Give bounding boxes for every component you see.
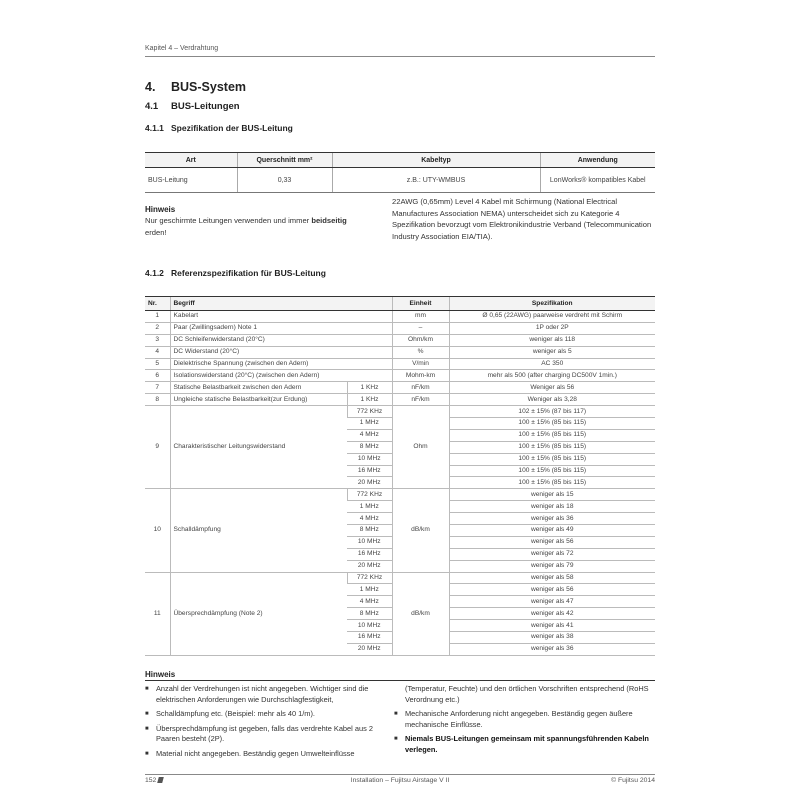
header-rule [145, 56, 655, 57]
cell-spezifikation: weniger als 36 [449, 643, 655, 655]
cell-spezifikation: weniger als 58 [449, 572, 655, 584]
cable-spec-table [145, 152, 655, 193]
page-number [145, 777, 163, 784]
cell-einheit: nF/km [392, 382, 449, 394]
sub2-title: Referenzspezifikation für BUS-Leitung [171, 268, 326, 278]
cell-frequency: 772 KHz [347, 489, 392, 501]
cell-frequency: 20 MHz [347, 560, 392, 572]
cell-spezifikation: weniger als 56 [449, 584, 655, 596]
table-row [145, 346, 655, 358]
hint-text-post: erden! [145, 227, 167, 237]
col-header-begriff: Begriff [170, 297, 392, 311]
cell-frequency: 16 MHz [347, 548, 392, 560]
col-header-anwendung: Anwendung [540, 153, 655, 168]
cell-begriff: Übersprechdämpfung (Note 2) [170, 572, 347, 655]
hint2-left-list [145, 684, 385, 763]
cell-nr: 3 [145, 334, 170, 346]
cell-begriff: Isolationswiderstand (20°C) (zwischen den Adern) [170, 370, 392, 382]
cell-begriff: DC Schleifenwiderstand (20°C) [170, 334, 392, 346]
cell-frequency: 4 MHz [347, 513, 392, 525]
cell-art: BUS-Leitung [145, 168, 237, 193]
cell-spezifikation: 100 ± 15% (85 bis 115) [449, 465, 655, 477]
cell-nr: 4 [145, 346, 170, 358]
cell-einheit: Mohm-km [392, 370, 449, 382]
cell-frequency: 772 KHz [347, 572, 392, 584]
cell-spezifikation: 100 ± 15% (85 bis 115) [449, 453, 655, 465]
col-header-querschnitt: Querschnitt mm² [237, 153, 332, 168]
cell-nr: 5 [145, 358, 170, 370]
sub1-heading [145, 123, 293, 133]
hint-title: Hinweis [145, 205, 176, 214]
cell-einheit: % [392, 346, 449, 358]
table-row [145, 382, 655, 394]
cell-begriff: Schalldämpfung [170, 489, 347, 572]
sub1-title: Spezifikation der BUS-Leitung [171, 123, 293, 133]
table-row [145, 168, 655, 193]
cell-einheit: nF/km [392, 394, 449, 406]
col-header-kabeltyp: Kabeltyp [332, 153, 540, 168]
cell-spezifikation: Weniger als 56 [449, 382, 655, 394]
cell-spezifikation: weniger als 47 [449, 596, 655, 608]
cell-frequency: 1 MHz [347, 501, 392, 513]
section-heading [145, 80, 246, 94]
cell-spezifikation: weniger als 56 [449, 536, 655, 548]
cell-nr: 2 [145, 322, 170, 334]
page-marker-icon [157, 777, 164, 783]
cell-frequency: 1 MHz [347, 584, 392, 596]
section-title: BUS-System [171, 80, 247, 94]
cell-nr: 10 [145, 489, 170, 572]
cell-frequency: 20 MHz [347, 477, 392, 489]
cell-einheit: dB/km [392, 572, 449, 655]
section-number: 4. [145, 80, 156, 94]
cell-spezifikation: 102 ± 15% (87 bis 117) [449, 406, 655, 418]
cell-nr: 8 [145, 394, 170, 406]
list-item-continuation: (Temperatur, Feuchte) und den örtlichen Vorschriften entsprechend (RoHS Verordnung etc.) [405, 684, 649, 704]
cell-einheit: V/min [392, 358, 449, 370]
table-row [145, 394, 655, 406]
cell-spezifikation: weniger als 38 [449, 632, 655, 644]
cell-spezifikation: mehr als 500 (after charging DC500V 1min.) [449, 370, 655, 382]
cell-frequency: 16 MHz [347, 632, 392, 644]
table-row [145, 322, 655, 334]
reference-spec-table [145, 296, 655, 656]
cell-frequency: 16 MHz [347, 465, 392, 477]
cell-spezifikation: weniger als 72 [449, 548, 655, 560]
subsection-heading [145, 101, 240, 112]
cell-spezifikation: weniger als 41 [449, 620, 655, 632]
list-item: ■ Material nicht angegeben. Beständig gegen Umwelteinflüsse [145, 749, 385, 760]
chapter-header: Kapitel 4 – Verdrahtung [145, 45, 219, 52]
cell-spezifikation: weniger als 79 [449, 560, 655, 572]
cell-frequency: 4 MHz [347, 429, 392, 441]
table-row [145, 334, 655, 346]
cell-frequency: 10 MHz [347, 620, 392, 632]
cell-spezifikation: 1P oder 2P [449, 322, 655, 334]
cell-spezifikation: 100 ± 15% (85 bis 115) [449, 429, 655, 441]
hint-text-bold: beidseitig [311, 216, 347, 225]
cell-spezifikation: weniger als 18 [449, 501, 655, 513]
cell-frequency: 8 MHz [347, 525, 392, 537]
table-row [145, 572, 655, 584]
cell-einheit: Ohm/km [392, 334, 449, 346]
col-header-art: Art [145, 153, 237, 168]
sub2-number: 4.1.2 [145, 268, 164, 278]
cell-frequency: 772 KHz [347, 406, 392, 418]
cell-begriff: Ungleiche statische Belastbarkeit(zur Erdung) [170, 394, 347, 406]
cell-anwendung: LonWorks® kompatibles Kabel [540, 168, 655, 193]
list-item-warning: ■ Niemals BUS-Leitungen gemeinsam mit spannungsführenden Kabeln verlegen. [394, 734, 659, 755]
hint2-title: Hinweis [145, 670, 176, 679]
table-row [145, 406, 655, 418]
cell-nr: 7 [145, 382, 170, 394]
cell-spezifikation: Ø 0,65 (22AWG) paarweise verdreht mit Schirm [449, 311, 655, 323]
cell-einheit: – [392, 322, 449, 334]
cell-spezifikation: Weniger als 3,28 [449, 394, 655, 406]
cell-frequency: 1 MHz [347, 418, 392, 430]
hint-text [145, 215, 370, 238]
sub1-number: 4.1.1 [145, 123, 164, 133]
cell-spezifikation: AC 350 [449, 358, 655, 370]
cell-frequency: 8 MHz [347, 608, 392, 620]
cell-spezifikation: weniger als 42 [449, 608, 655, 620]
cell-begriff: DC Widerstand (20°C) [170, 346, 392, 358]
cell-einheit: dB/km [392, 489, 449, 572]
cell-frequency: 20 MHz [347, 643, 392, 655]
cell-spezifikation: 100 ± 15% (85 bis 115) [449, 441, 655, 453]
cell-begriff: Paar (Zwillingsadern) Note 1 [170, 322, 392, 334]
subsection-title: BUS-Leitungen [171, 101, 240, 112]
cell-frequency: 1 KHz [347, 394, 392, 406]
table-row [145, 358, 655, 370]
cell-spezifikation: 100 ± 15% (85 bis 115) [449, 477, 655, 489]
cell-spezifikation: weniger als 36 [449, 513, 655, 525]
list-item: ■ Mechanische Anforderung nicht angegeben. Beständig gegen äußere mechanische Einflüsse. [394, 709, 659, 730]
cell-nr: 11 [145, 572, 170, 655]
subsection-number: 4.1 [145, 101, 159, 112]
hint2-right-list [394, 684, 659, 759]
cell-einheit: mm [392, 311, 449, 323]
cell-spezifikation: weniger als 5 [449, 346, 655, 358]
cell-nr: 1 [145, 311, 170, 323]
cell-frequency: 4 MHz [347, 596, 392, 608]
table-row [145, 311, 655, 323]
table-row [145, 489, 655, 501]
cell-begriff: Kabelart [170, 311, 392, 323]
list-item: ■ Übersprechdämpfung ist gegeben, falls das verdrehte Kabel aus 2 Paaren besteht (2P). [145, 724, 385, 745]
page-number-text: 152 [145, 777, 157, 784]
cell-frequency: 10 MHz [347, 453, 392, 465]
col-header-einheit: Einheit [392, 297, 449, 311]
cell-spezifikation: weniger als 49 [449, 525, 655, 537]
cell-frequency: 1 KHz [347, 382, 392, 394]
footer-copyright: © Fujitsu 2014 [611, 777, 655, 784]
cell-frequency: 8 MHz [347, 441, 392, 453]
sub2-heading [145, 268, 326, 278]
footer-title: Installation – Fujitsu Airstage V II [350, 777, 450, 784]
cell-frequency: 10 MHz [347, 536, 392, 548]
cell-kabeltyp: z.B.: UTY-WMBUS [332, 168, 540, 193]
col-header-spezifikation: Spezifikation [449, 297, 655, 311]
cell-einheit: Ohm [392, 406, 449, 489]
list-item: ■ Anzahl der Verdrehungen ist nicht angegeben. Wichtiger sind die elektrischen Anforderungen wie Durchschlagfestigkeit, [145, 684, 385, 705]
table-row [145, 370, 655, 382]
hint-text-pre: Nur geschirmte Leitungen verwenden und immer [145, 216, 312, 225]
list-item: ■ Schalldämpfung etc. (Beispiel: mehr als 40 1/m). [145, 709, 385, 720]
cell-nr: 9 [145, 406, 170, 489]
cable-description: 22AWG (0,65mm) Level 4 Kabel mit Schirmung (National Electrical Manufactures Association NEMA) unterscheidet sich zu Kategorie 4 Spezifikation bevorzugt vom Elektronikindustrie Verband (Telecommunication Industry Association EIA/TIA). [392, 197, 652, 241]
cell-begriff: Dielektrische Spannung (zwischen den Adern) [170, 358, 392, 370]
cell-querschnitt: 0,33 [237, 168, 332, 193]
cell-spezifikation: weniger als 118 [449, 334, 655, 346]
hint2-rule [145, 680, 655, 681]
cell-spezifikation: weniger als 15 [449, 489, 655, 501]
col-header-nr: Nr. [145, 297, 170, 311]
cell-begriff: Statische Belastbarkeit zwischen den Adern [170, 382, 347, 394]
cell-spezifikation: 100 ± 15% (85 bis 115) [449, 418, 655, 430]
footer-rule [145, 774, 655, 775]
cell-begriff: Charakteristischer Leitungswiderstand [170, 406, 347, 489]
cell-nr: 6 [145, 370, 170, 382]
